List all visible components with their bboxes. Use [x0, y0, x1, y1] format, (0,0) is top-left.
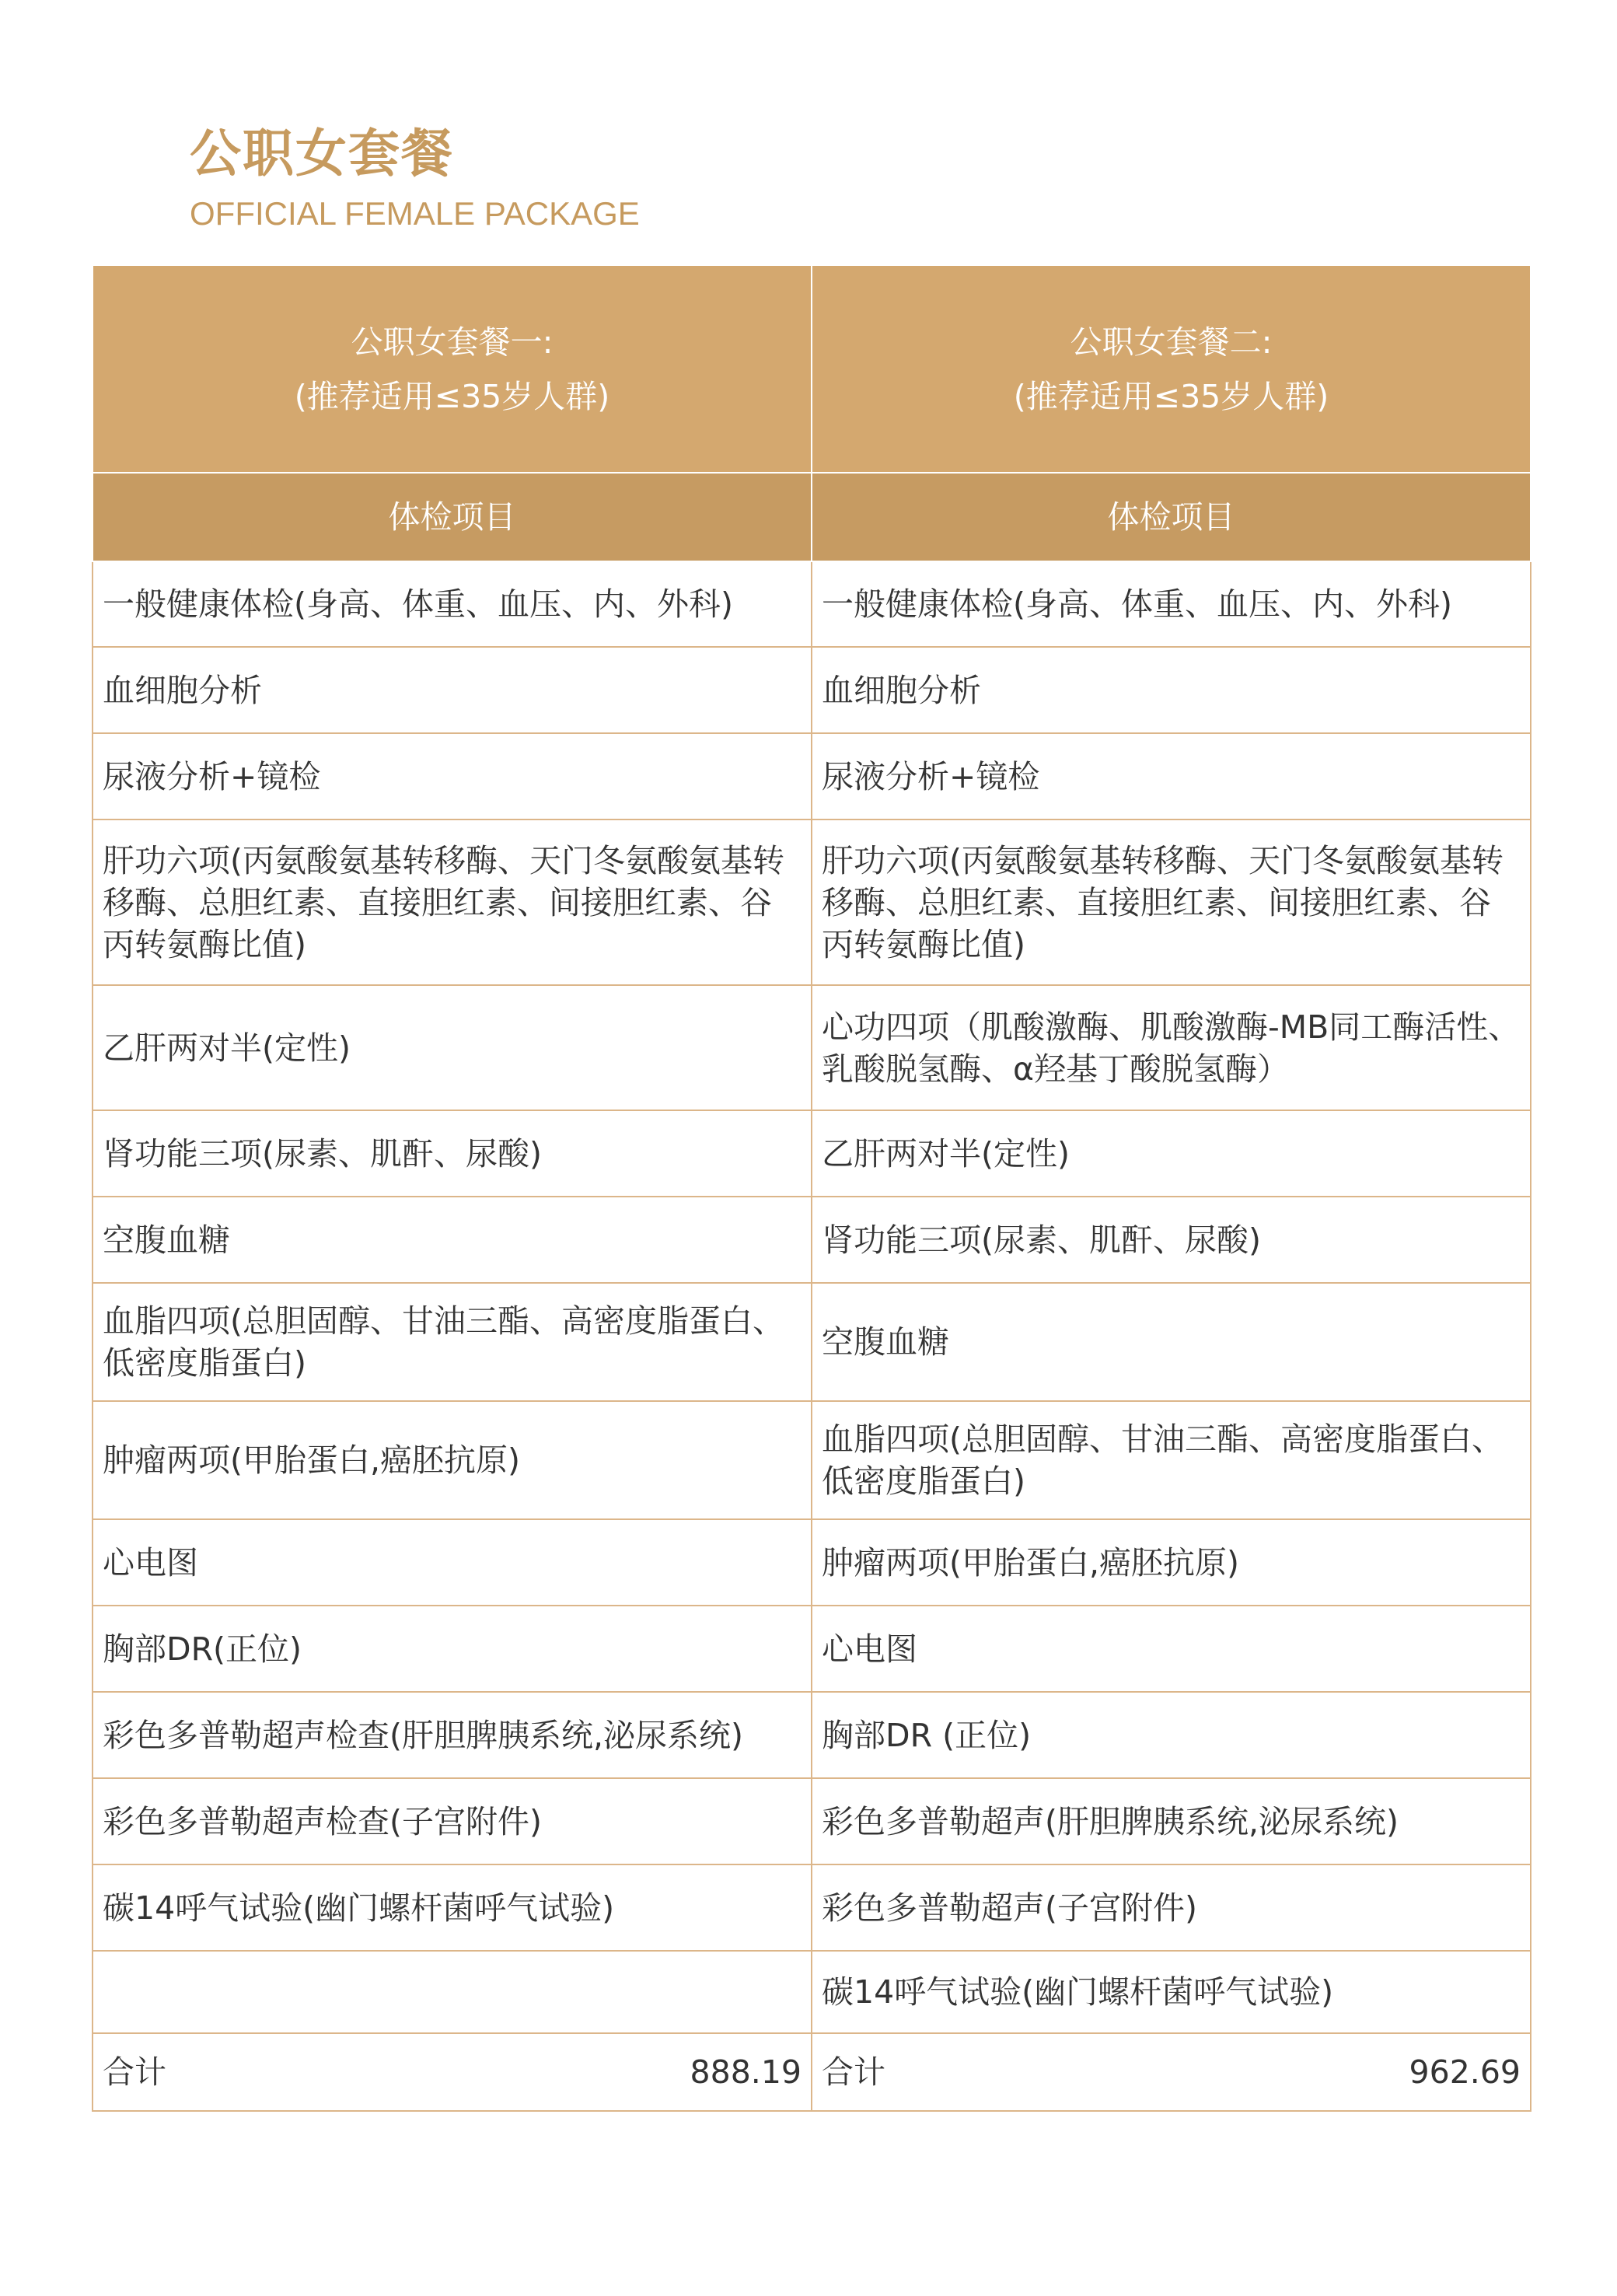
table-row [93, 1606, 1531, 1692]
package-1-total [93, 2033, 812, 2111]
package-2-audience: (推荐适用≤35岁人群) [1013, 377, 1329, 415]
total-row [93, 2033, 1531, 2111]
package-1-subheader: 体检项目 [93, 473, 812, 561]
package-2-subheader: 体检项目 [812, 473, 1531, 561]
package-1-item: 胸部DR(正位) [93, 1606, 812, 1692]
package-2-item: 心功四项（肌酸激酶、肌酸激酶-MB同工酶活性、乳酸脱氢酶、α羟基丁酸脱氢酶） [812, 985, 1531, 1110]
package-2-header [812, 265, 1531, 473]
package-2-item: 碳14呼气试验(幽门螺杆菌呼气试验) [812, 1951, 1531, 2033]
table-row [93, 1197, 1531, 1283]
table-row [93, 1519, 1531, 1606]
package-1-item: 彩色多普勒超声检查(子宫附件) [93, 1778, 812, 1864]
package-1-item [93, 1951, 812, 2033]
package-2-item: 肾功能三项(尿素、肌酐、尿酸) [812, 1197, 1531, 1283]
package-1-item: 心电图 [93, 1519, 812, 1606]
table-row [93, 1110, 1531, 1197]
title-block [190, 123, 640, 233]
package-1-item: 肾功能三项(尿素、肌酐、尿酸) [93, 1110, 812, 1197]
package-1-item: 肝功六项(丙氨酸氨基转移酶、天门冬氨酸氨基转移酶、总胆红素、直接胆红素、间接胆红素、谷丙转氨酶比值) [93, 820, 812, 985]
package-1-item: 血脂四项(总胆固醇、甘油三酯、高密度脂蛋白、低密度脂蛋白) [93, 1283, 812, 1401]
package-2-item: 乙肝两对半(定性) [812, 1110, 1531, 1197]
table-row [93, 820, 1531, 985]
total-label: 合计 [822, 2053, 885, 2091]
package-1-name: 公职女套餐一: [351, 323, 554, 361]
page-subtitle: OFFICIAL FEMALE PACKAGE [190, 195, 640, 232]
package-2-item: 心电图 [812, 1606, 1531, 1692]
package-2-item: 一般健康体检(身高、体重、血压、内、外科) [812, 561, 1531, 647]
package-2-item: 肝功六项(丙氨酸氨基转移酶、天门冬氨酸氨基转移酶、总胆红素、直接胆红素、间接胆红素、谷丙转氨酶比值) [812, 820, 1531, 985]
table-row [93, 1951, 1531, 2033]
package-2-item: 彩色多普勒超声(子宫附件) [812, 1864, 1531, 1951]
table-row [93, 985, 1531, 1110]
package-1-item: 彩色多普勒超声检查(肝胆脾胰系统,泌尿系统) [93, 1692, 812, 1778]
table-row [93, 1864, 1531, 1951]
table-row [93, 1778, 1531, 1864]
package-table [92, 264, 1531, 2112]
package-1-audience: (推荐适用≤35岁人群) [294, 377, 610, 415]
package-1-item: 肿瘤两项(甲胎蛋白,癌胚抗原) [93, 1401, 812, 1519]
package-2-item: 肿瘤两项(甲胎蛋白,癌胚抗原) [812, 1519, 1531, 1606]
package-2-name: 公职女套餐二: [1070, 323, 1273, 361]
table-row [93, 1283, 1531, 1401]
package-2-item: 血细胞分析 [812, 647, 1531, 733]
package-1-item: 乙肝两对半(定性) [93, 985, 812, 1110]
items-subheader-row [93, 473, 1531, 561]
total-value: 888.19 [690, 2053, 802, 2091]
package-2-item: 胸部DR (正位) [812, 1692, 1531, 1778]
table-row [93, 1692, 1531, 1778]
table-row [93, 1401, 1531, 1519]
package-1-header [93, 265, 812, 473]
package-1-item: 空腹血糖 [93, 1197, 812, 1283]
package-header-row [93, 265, 1531, 473]
package-1-item: 尿液分析+镜检 [93, 733, 812, 820]
total-label: 合计 [103, 2053, 166, 2091]
package-2-item: 尿液分析+镜检 [812, 733, 1531, 820]
table-row [93, 647, 1531, 733]
total-value: 962.69 [1409, 2053, 1521, 2091]
package-2-item: 空腹血糖 [812, 1283, 1531, 1401]
package-2-item: 血脂四项(总胆固醇、甘油三酯、高密度脂蛋白、低密度脂蛋白) [812, 1401, 1531, 1519]
page-title: 公职女套餐 [190, 124, 454, 183]
package-2-total [812, 2033, 1531, 2111]
table-row [93, 733, 1531, 820]
package-1-item: 血细胞分析 [93, 647, 812, 733]
package-1-item: 一般健康体检(身高、体重、血压、内、外科) [93, 561, 812, 647]
table-row [93, 561, 1531, 647]
package-2-item: 彩色多普勒超声(肝胆脾胰系统,泌尿系统) [812, 1778, 1531, 1864]
package-1-item: 碳14呼气试验(幽门螺杆菌呼气试验) [93, 1864, 812, 1951]
